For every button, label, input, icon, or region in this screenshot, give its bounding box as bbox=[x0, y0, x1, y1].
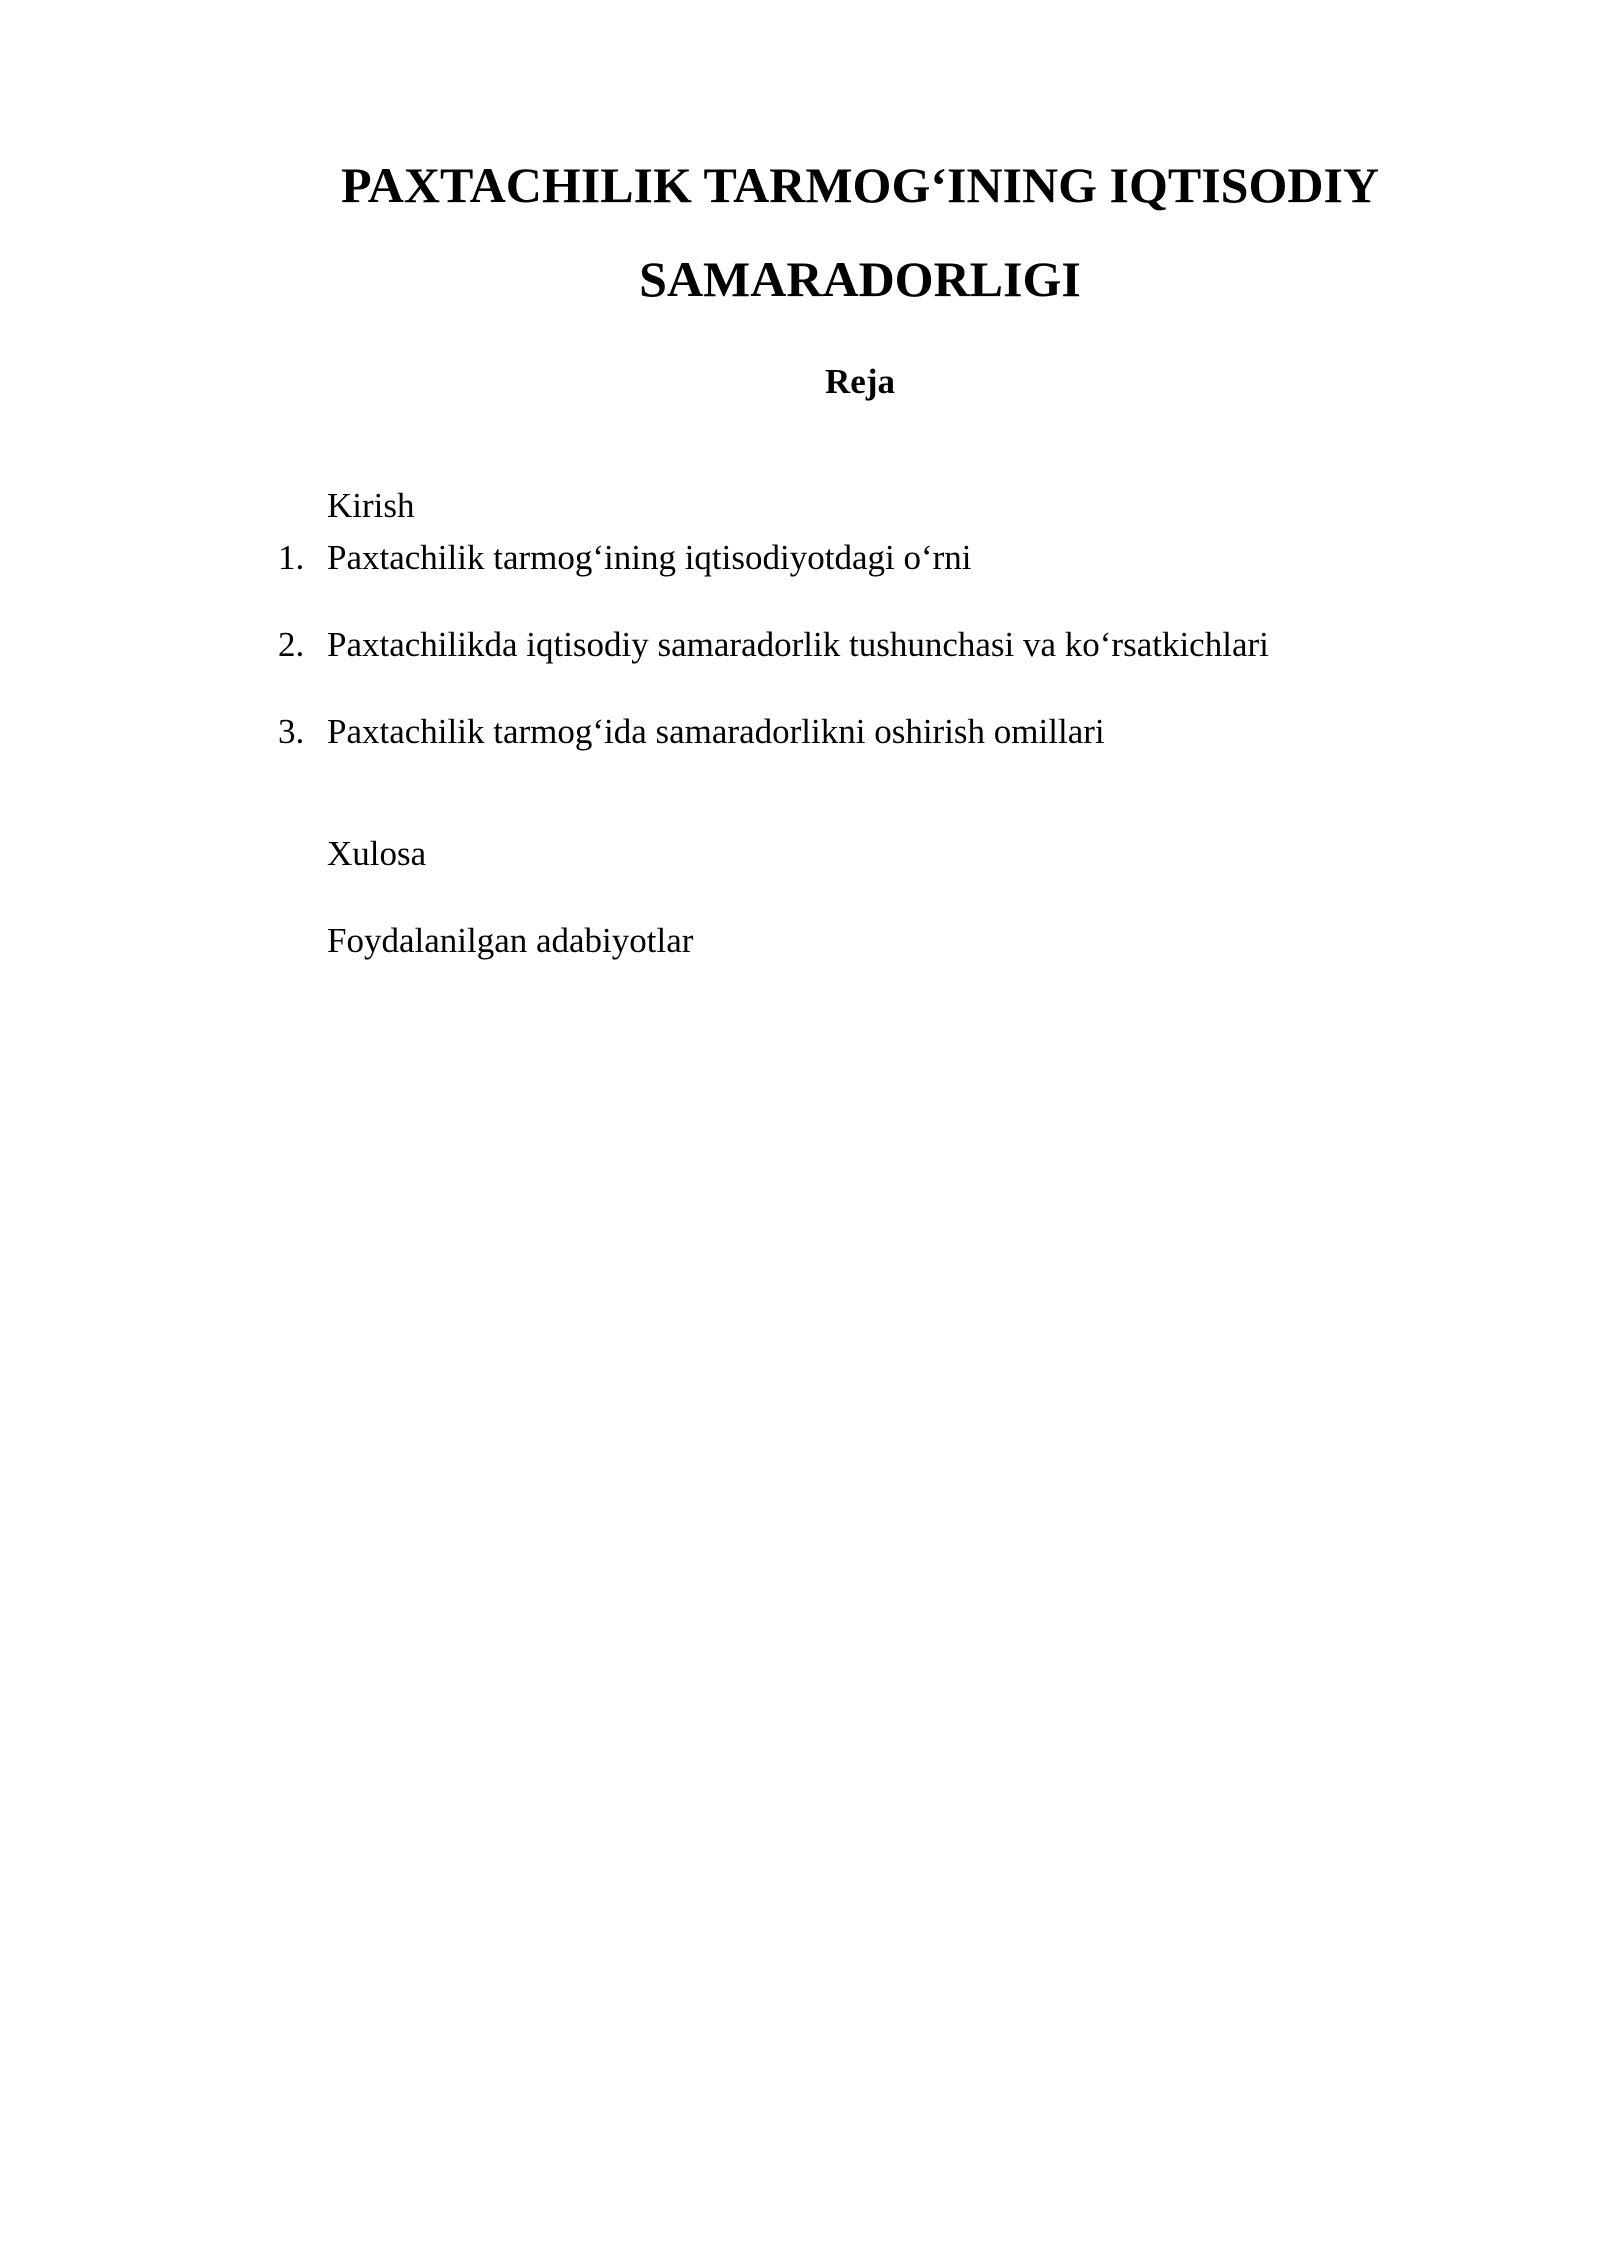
plan-item-conclusion: Xulosa bbox=[327, 834, 427, 873]
plan-item-3-text: Paxtachilik tarmog‘ida samaradorlikni oshirish omillari bbox=[327, 712, 1105, 751]
document-title-line-2: SAMARADORLIGI bbox=[639, 251, 1081, 307]
plan-item-intro: Kirish bbox=[327, 486, 415, 525]
plan-item-1-number: 1. bbox=[278, 538, 305, 577]
plan-item-2-number: 2. bbox=[278, 625, 305, 664]
plan-item-references: Foydalanilgan adabiyotlar bbox=[327, 921, 694, 960]
plan-item-3-number: 3. bbox=[278, 712, 305, 751]
plan-heading: Reja bbox=[825, 362, 895, 401]
plan-item-1-text: Paxtachilik tarmog‘ining iqtisodiyotdagi o‘rni bbox=[327, 538, 972, 577]
document-title-line-1: PAXTACHILIK TARMOG‘INING IQTISODIY bbox=[340, 157, 1380, 213]
plan-item-2-text: Paxtachilikda iqtisodiy samaradorlik tushunchasi va ko‘rsatkichlari bbox=[327, 625, 1269, 664]
